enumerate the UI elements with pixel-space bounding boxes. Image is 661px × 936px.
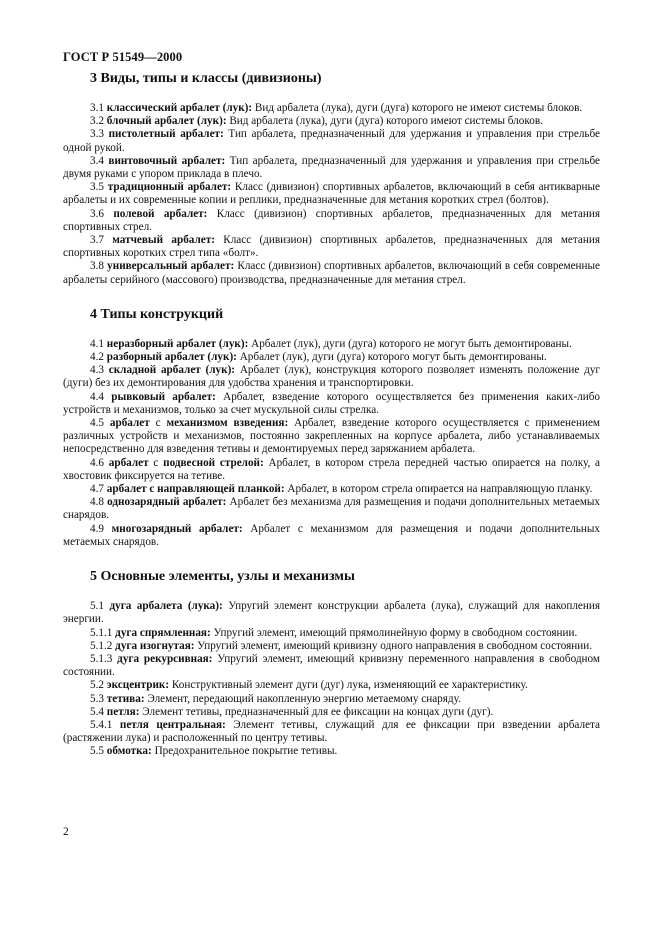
section-items xyxy=(63,600,600,758)
definition-item xyxy=(63,234,600,260)
item-text: Арбалет без механизма для размещения и подачи дополнительных метаемых снарядов. xyxy=(63,496,601,522)
item-text: Класс (дивизион) спортивных арбалетов, предназначенных для метания спортивных коротких стрел типа «болт». xyxy=(63,234,600,260)
item-term: пистолетный арбалет: xyxy=(108,128,224,141)
definition-item xyxy=(63,600,600,626)
item-text: Арбалет, в котором стрела опирается на направляющую планку. xyxy=(287,483,593,496)
section-title: 3 Виды, типы и классы (дивизионы) xyxy=(90,71,322,86)
definition-item xyxy=(63,364,600,390)
definition-item xyxy=(63,102,600,115)
item-term: дуга изогнутая: xyxy=(115,639,195,652)
item-number: 4.5 xyxy=(90,417,104,430)
item-text: Вид арбалета (лука), дуги (дуга) которого имеют системы блоков. xyxy=(229,115,543,128)
definition-item xyxy=(63,679,600,692)
item-text: Класс (дивизион) спортивных арбалетов, включающий в себя антикварные арбалеты и их современные копии и реплики, предназначенные для метания коротких стрел (болтов). xyxy=(63,181,601,207)
item-text: Упругий элемент, имеющий кривизну переменного направления в свободном состоянии. xyxy=(63,652,600,679)
item-term: винтовочный арбалет: xyxy=(108,154,226,167)
item-number: 4.4 xyxy=(90,390,104,403)
item-term: дуга рекурсивная: xyxy=(117,652,213,665)
definition-item xyxy=(63,260,600,286)
item-text: Упругий элемент, имеющий прямолинейную форму в свободном состоянии. xyxy=(213,626,578,639)
item-term: традиционный арбалет: xyxy=(107,181,232,194)
definition-item xyxy=(63,115,600,128)
item-text: Арбалет (лук), дуги (дуга) которого не могут быть демонтированы. xyxy=(251,337,572,350)
item-number: 5.4 xyxy=(90,705,104,718)
item-text: Арбалет, в котором стрела передней частью опирается на полку, а хвостовик фиксируется на тетиве. xyxy=(63,456,600,482)
item-term: однозарядный арбалет: xyxy=(107,496,227,509)
definition-item xyxy=(63,155,600,181)
item-term: петля: xyxy=(106,705,140,718)
item-term: блочный арбалет (лук): xyxy=(106,115,227,128)
section-3 xyxy=(63,70,600,287)
item-text: Тип арбалета, предназначенный для удержания и управления при стрельбе одной рукой. xyxy=(63,128,601,154)
item-term: многозарядный арбалет: xyxy=(111,522,243,535)
item-term: петля центральная: xyxy=(119,718,226,731)
definition-item xyxy=(63,693,600,706)
item-number: 4.8 xyxy=(90,496,104,509)
item-number: 4.7 xyxy=(90,483,104,496)
definition-item xyxy=(63,483,600,496)
definition-item xyxy=(63,745,600,758)
section-items xyxy=(63,102,600,287)
item-term-prefix: арбалет xyxy=(108,456,149,469)
definition-item xyxy=(63,128,600,154)
item-number: 5.1.2 xyxy=(90,639,113,652)
item-number: 4.2 xyxy=(90,351,104,364)
item-number: 3.7 xyxy=(90,234,104,247)
item-text: Тип арбалета, предназначенный для удержания и управления при стрельбе двумя руками с упором приклада в плечо. xyxy=(63,154,600,181)
section-title: 5 Основные элементы, узлы и механизмы xyxy=(90,569,355,585)
item-term-joiner: с xyxy=(148,456,164,469)
item-text: Упругий элемент, имеющий кривизну одного направления в свободном состоянии. xyxy=(197,639,593,652)
item-term: тетива: xyxy=(106,692,145,705)
item-term: универсальный арбалет: xyxy=(107,260,235,273)
item-number: 5.2 xyxy=(90,679,104,692)
item-number: 5.1 xyxy=(90,600,104,613)
item-text: Арбалет, взведение которого осуществляется с применением различных устройств и механизмов, постоянно закрепленных на корпусе арбалета, либо устанавливаемых непосредственно для взведения тетивы и демонтируемых перед заряжанием арбалета. xyxy=(63,417,601,456)
definition-item xyxy=(63,351,600,364)
item-term: классический арбалет (лук): xyxy=(106,102,253,114)
item-term: матчевый арбалет: xyxy=(112,234,215,247)
item-number: 3.5 xyxy=(90,181,104,194)
item-text: Класс (дивизион) спортивных арбалетов, включающий в себя современные арбалеты серийного (массового) производства, предназначенные для метания стрел. xyxy=(63,260,600,286)
definition-item xyxy=(63,653,600,679)
item-number: 5.1.3 xyxy=(90,652,113,665)
definition-item xyxy=(63,496,600,522)
item-number: 3.8 xyxy=(90,260,104,273)
item-term: складной арбалет (лук): xyxy=(108,364,236,377)
item-term: полевой арбалет: xyxy=(113,207,208,220)
document-body xyxy=(63,64,600,759)
item-number: 5.5 xyxy=(90,745,104,758)
item-term: механизмом взведения: xyxy=(166,417,289,430)
section-5 xyxy=(63,568,600,758)
item-text: Элемент, передающий накопленную энергию метаемому снаряду. xyxy=(147,692,461,705)
definition-item xyxy=(63,640,600,653)
item-term-prefix: арбалет xyxy=(109,417,150,430)
definition-item xyxy=(63,338,600,351)
item-number: 5.1.1 xyxy=(90,626,113,639)
item-number: 4.6 xyxy=(90,456,104,469)
item-term: разборный арбалет (лук): xyxy=(106,351,237,364)
item-number: 4.3 xyxy=(90,364,104,377)
item-text: Арбалет (лук), конструкция которого позволяет изменять положение дуг (дуги) без их демонтирования для удобства хранения и транспортировки. xyxy=(63,364,601,390)
definition-item xyxy=(63,719,600,745)
item-text: Предохранительное покрытие тетивы. xyxy=(154,745,338,758)
item-text: Вид арбалета (лука), дуги (дуга) которого не имеют системы блоков. xyxy=(254,102,583,114)
item-text: Элемент тетивы, служащий для ее фиксации при взведении арбалета (растяжении лука) и расположенный по центру тетивы. xyxy=(63,718,601,745)
definition-item xyxy=(63,523,600,549)
item-text: Упругий элемент конструкции арбалета (лука), служащий для накопления энергии. xyxy=(63,600,601,626)
item-term: рывковый арбалет: xyxy=(111,390,216,403)
section-items xyxy=(63,338,600,549)
section-4 xyxy=(63,306,600,549)
definition-item xyxy=(63,417,600,457)
page-number: 2 xyxy=(63,826,69,838)
item-term: дуга арбалета (лука): xyxy=(109,600,223,613)
item-number: 5.4.1 xyxy=(90,718,113,731)
item-number: 4.1 xyxy=(90,337,104,350)
definition-item xyxy=(63,627,600,640)
item-number: 3.6 xyxy=(90,207,104,220)
item-term: обмотка: xyxy=(106,745,152,758)
definition-item xyxy=(63,391,600,417)
definition-item xyxy=(63,706,600,719)
definition-item xyxy=(63,208,600,234)
item-text: Элемент тетивы, предназначенный для ее фиксации на концах дуги (дуг). xyxy=(142,705,494,718)
item-text: Конструктивный элемент дуги (дуг) лука, изменяющий ее характеристику. xyxy=(171,679,528,692)
document-header: ГОСТ Р 51549—2000 xyxy=(63,50,183,64)
item-term: подвесной стрелой: xyxy=(163,456,264,469)
item-term: неразборный арбалет (лук): xyxy=(106,337,249,350)
section-title: 4 Типы конструкций xyxy=(90,306,224,322)
item-number: 5.3 xyxy=(90,692,104,705)
item-number: 3.1 xyxy=(90,102,104,114)
item-term: эксцентрик: xyxy=(106,679,170,692)
item-number: 3.2 xyxy=(90,115,104,128)
item-text: Арбалет (лук), дуги (дуга) которого могут быть демонтированы. xyxy=(239,351,547,364)
item-term-joiner: с xyxy=(149,417,167,430)
item-number: 3.4 xyxy=(90,154,104,167)
item-term: арбалет с направляющей планкой: xyxy=(106,483,285,496)
item-term: дуга спрямленная: xyxy=(115,626,211,639)
definition-item xyxy=(63,457,600,483)
item-number: 3.3 xyxy=(90,128,104,141)
item-text: Класс (дивизион) спортивных арбалетов, предназначенных для метания спортивных стрел. xyxy=(63,207,600,233)
item-text: Арбалет с механизмом для размещения и подачи дополнительных метаемых снарядов. xyxy=(63,522,601,548)
item-text: Арбалет, взведение которого осуществляется без применения каких-либо устройств и механизмов, только за счет мускульной силы стрелка. xyxy=(63,390,601,416)
item-number: 4.9 xyxy=(90,522,104,535)
definition-item xyxy=(63,181,600,207)
